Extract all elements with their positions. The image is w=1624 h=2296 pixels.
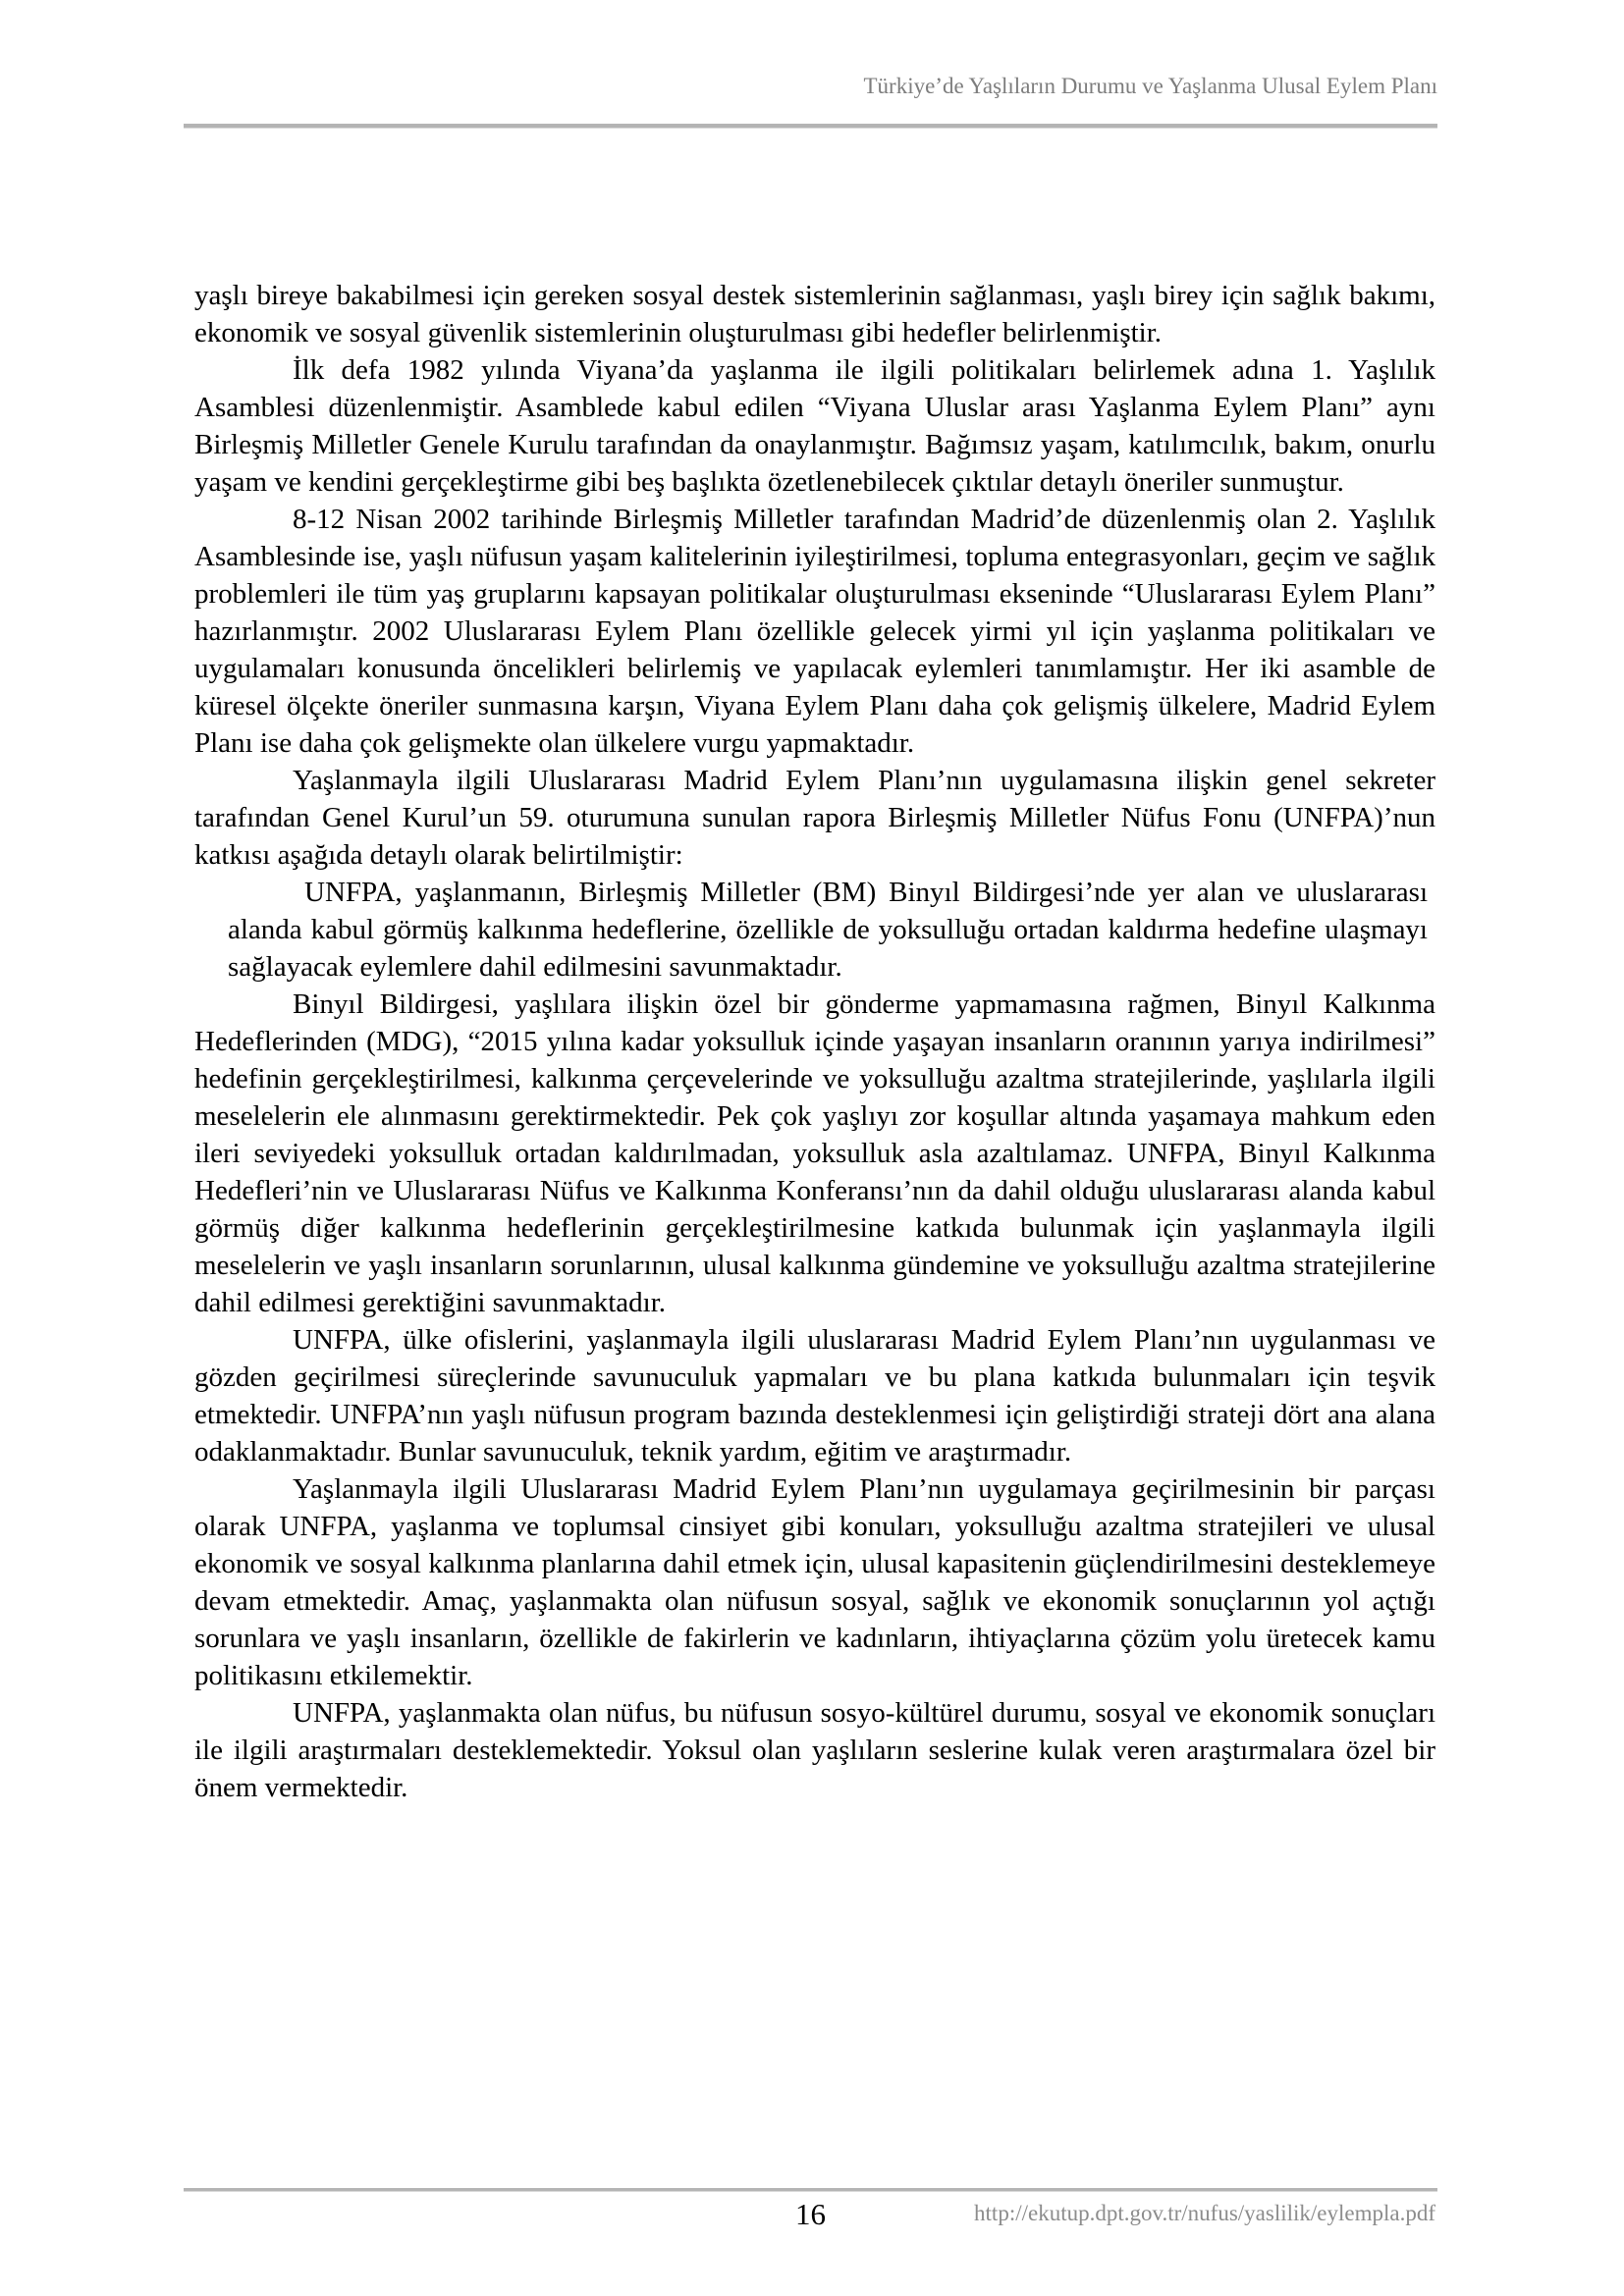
- header-divider: [184, 124, 1437, 129]
- paragraph: 8-12 Nisan 2002 tarihinde Birleşmiş Milletler tarafından Madrid’de düzenlenmiş olan 2. Yaşlılık Asamblesinde ise, yaşlı nüfusun yaşam kalitelerinin iyileştirilmesi, topluma entegrasyonları, geçim ve sağlık problemleri ile tüm yaş gruplarını kapsayan politikalar oluşturulması ekseninde “Uluslararası Eylem Planı” hazırlanmıştır. 2002 Uluslararası Eylem Planı özellikle gelecek yirmi yıl için yaşlanma politikaları ve uygulamaları konusunda öncelikleri belirlemiş ve yapılacak eylemleri tanımlamıştır. Her iki asamble de küresel ölçekte öneriler sunmasına karşın, Viyana Eylem Planı daha çok gelişmiş ülkelere, Madrid Eylem Planı ise daha çok gelişmekte olan ülkelere vurgu yapmaktadır.: [194, 504, 1435, 759]
- footer-url: http://ekutup.dpt.gov.tr/nufus/yaslilik/eylempla.pdf: [974, 2201, 1435, 2225]
- paragraph: UNFPA, ülke ofislerini, yaşlanmayla ilgili uluslararası Madrid Eylem Planı’nın uygulanması ve gözden geçirilmesi süreçlerinde savunuculuk yapmaları ve bu plana katkıda bulunmaları için teşvik etmektedir. UNFPA’nın yaşlı nüfusun program bazında desteklenmesi için geliştirdiği strateji dört ana alana odaklanmaktadır. Bunlar savunuculuk, teknik yardım, eğitim ve araştırmadır.: [194, 1324, 1435, 1468]
- page-number: 16: [795, 2197, 826, 2231]
- paragraph: Yaşlanmayla ilgili Uluslararası Madrid Eylem Planı’nın uygulamaya geçirilmesinin bir parçası olarak UNFPA, yaşlanma ve toplumsal cinsiyet gibi konuları, yoksulluğu azaltma stratejileri ve ulusal ekonomik ve sosyal kalkınma planlarına dahil etmek için, ulusal kapasitenin güçlendirilmesini desteklemeye devam etmektedir. Amaç, yaşlanmakta olan nüfusun sosyal, sağlık ve ekonomik sonuçlarının yol açtığı sorunlara ve yaşlı insanların, özellikle de fakirlerin ve kadınların, ihtiyaçlarına çözüm yolu üretecek kamu politikasını etkilemektir.: [194, 1473, 1435, 1691]
- running-header-title: Türkiye’de Yaşlıların Durumu ve Yaşlanma Ulusal Eylem Planı: [863, 74, 1437, 98]
- paragraph: Yaşlanmayla ilgili Uluslararası Madrid Eylem Planı’nın uygulamasına ilişkin genel sekreter tarafından Genel Kurul’un 59. oturumuna sunulan rapora Birleşmiş Milletler Nüfus Fonu (UNFPA)’nun katkısı aşağıda detaylı olarak belirtilmiştir:: [194, 765, 1435, 871]
- footer-divider: [184, 2188, 1437, 2192]
- paragraph-blockquote: UNFPA, yaşlanmanın, Birleşmiş Milletler (BM) Binyıl Bildirgesi’nde yer alan ve uluslararası alanda kabul görmüş kalkınma hedeflerine, özellikle de yoksulluğu ortadan kaldırma hedefine ulaşmayı sağlayacak eylemlere dahil edilmesini savunmaktadır.: [228, 877, 1428, 983]
- paragraph: İlk defa 1982 yılında Viyana’da yaşlanma ile ilgili politikaları belirlemek adına 1. Yaşlılık Asamblesi düzenlenmiştir. Asamblede kabul edilen “Viyana Uluslar arası Yaşlanma Eylem Planı” aynı Birleşmiş Milletler Genele Kurulu tarafından da onaylanmıştır. Bağımsız yaşam, katılımcılık, bakım, onurlu yaşam ve kendini gerçekleştirme gibi beş başlıkta özetlenebilecek çıktılar detaylı öneriler sunmuştur.: [194, 354, 1435, 498]
- paragraph: UNFPA, yaşlanmakta olan nüfus, bu nüfusun sosyo-kültürel durumu, sosyal ve ekonomik sonuçları ile ilgili araştırmaları desteklemektedir. Yoksul olan yaşlıların seslerine kulak veren araştırmalara özel bir önem vermektedir.: [194, 1697, 1435, 1803]
- paragraph-continuation: yaşlı bireye bakabilmesi için gereken sosyal destek sistemlerinin sağlanması, yaşlı birey için sağlık bakımı, ekonomik ve sosyal güvenlik sistemlerinin oluşturulması gibi hedefler belirlenmiştir.: [194, 280, 1435, 348]
- document-body: [194, 277, 1435, 1806]
- paragraph: Binyıl Bildirgesi, yaşlılara ilişkin özel bir gönderme yapmamasına rağmen, Binyıl Kalkınma Hedeflerinden (MDG), “2015 yılına kadar yoksulluk içinde yaşayan insanların oranının yarıya indirilmesi” hedefinin gerçekleştirilmesi, kalkınma çerçevelerinde ve yoksulluğu azaltma stratejilerinde, yaşlılarla ilgili meselelerin ele alınmasını gerektirmektedir. Pek çok yaşlıyı zor koşullar altında yaşamaya mahkum eden ileri seviyedeki yoksulluk ortadan kaldırılmadan, yoksulluk asla azaltılamaz. UNFPA, Binyıl Kalkınma Hedefleri’nin ve Uluslararası Nüfus ve Kalkınma Konferansı’nın da dahil olduğu uluslararası alanda kabul görmüş diğer kalkınma hedeflerinin gerçekleştirilmesine katkıda bulunmak için yaşlanmayla ilgili meselelerin ve yaşlı insanların sorunlarının, ulusal kalkınma gündemine ve yoksulluğu azaltma stratejilerine dahil edilmesi gerektiğini savunmaktadır.: [194, 988, 1435, 1318]
